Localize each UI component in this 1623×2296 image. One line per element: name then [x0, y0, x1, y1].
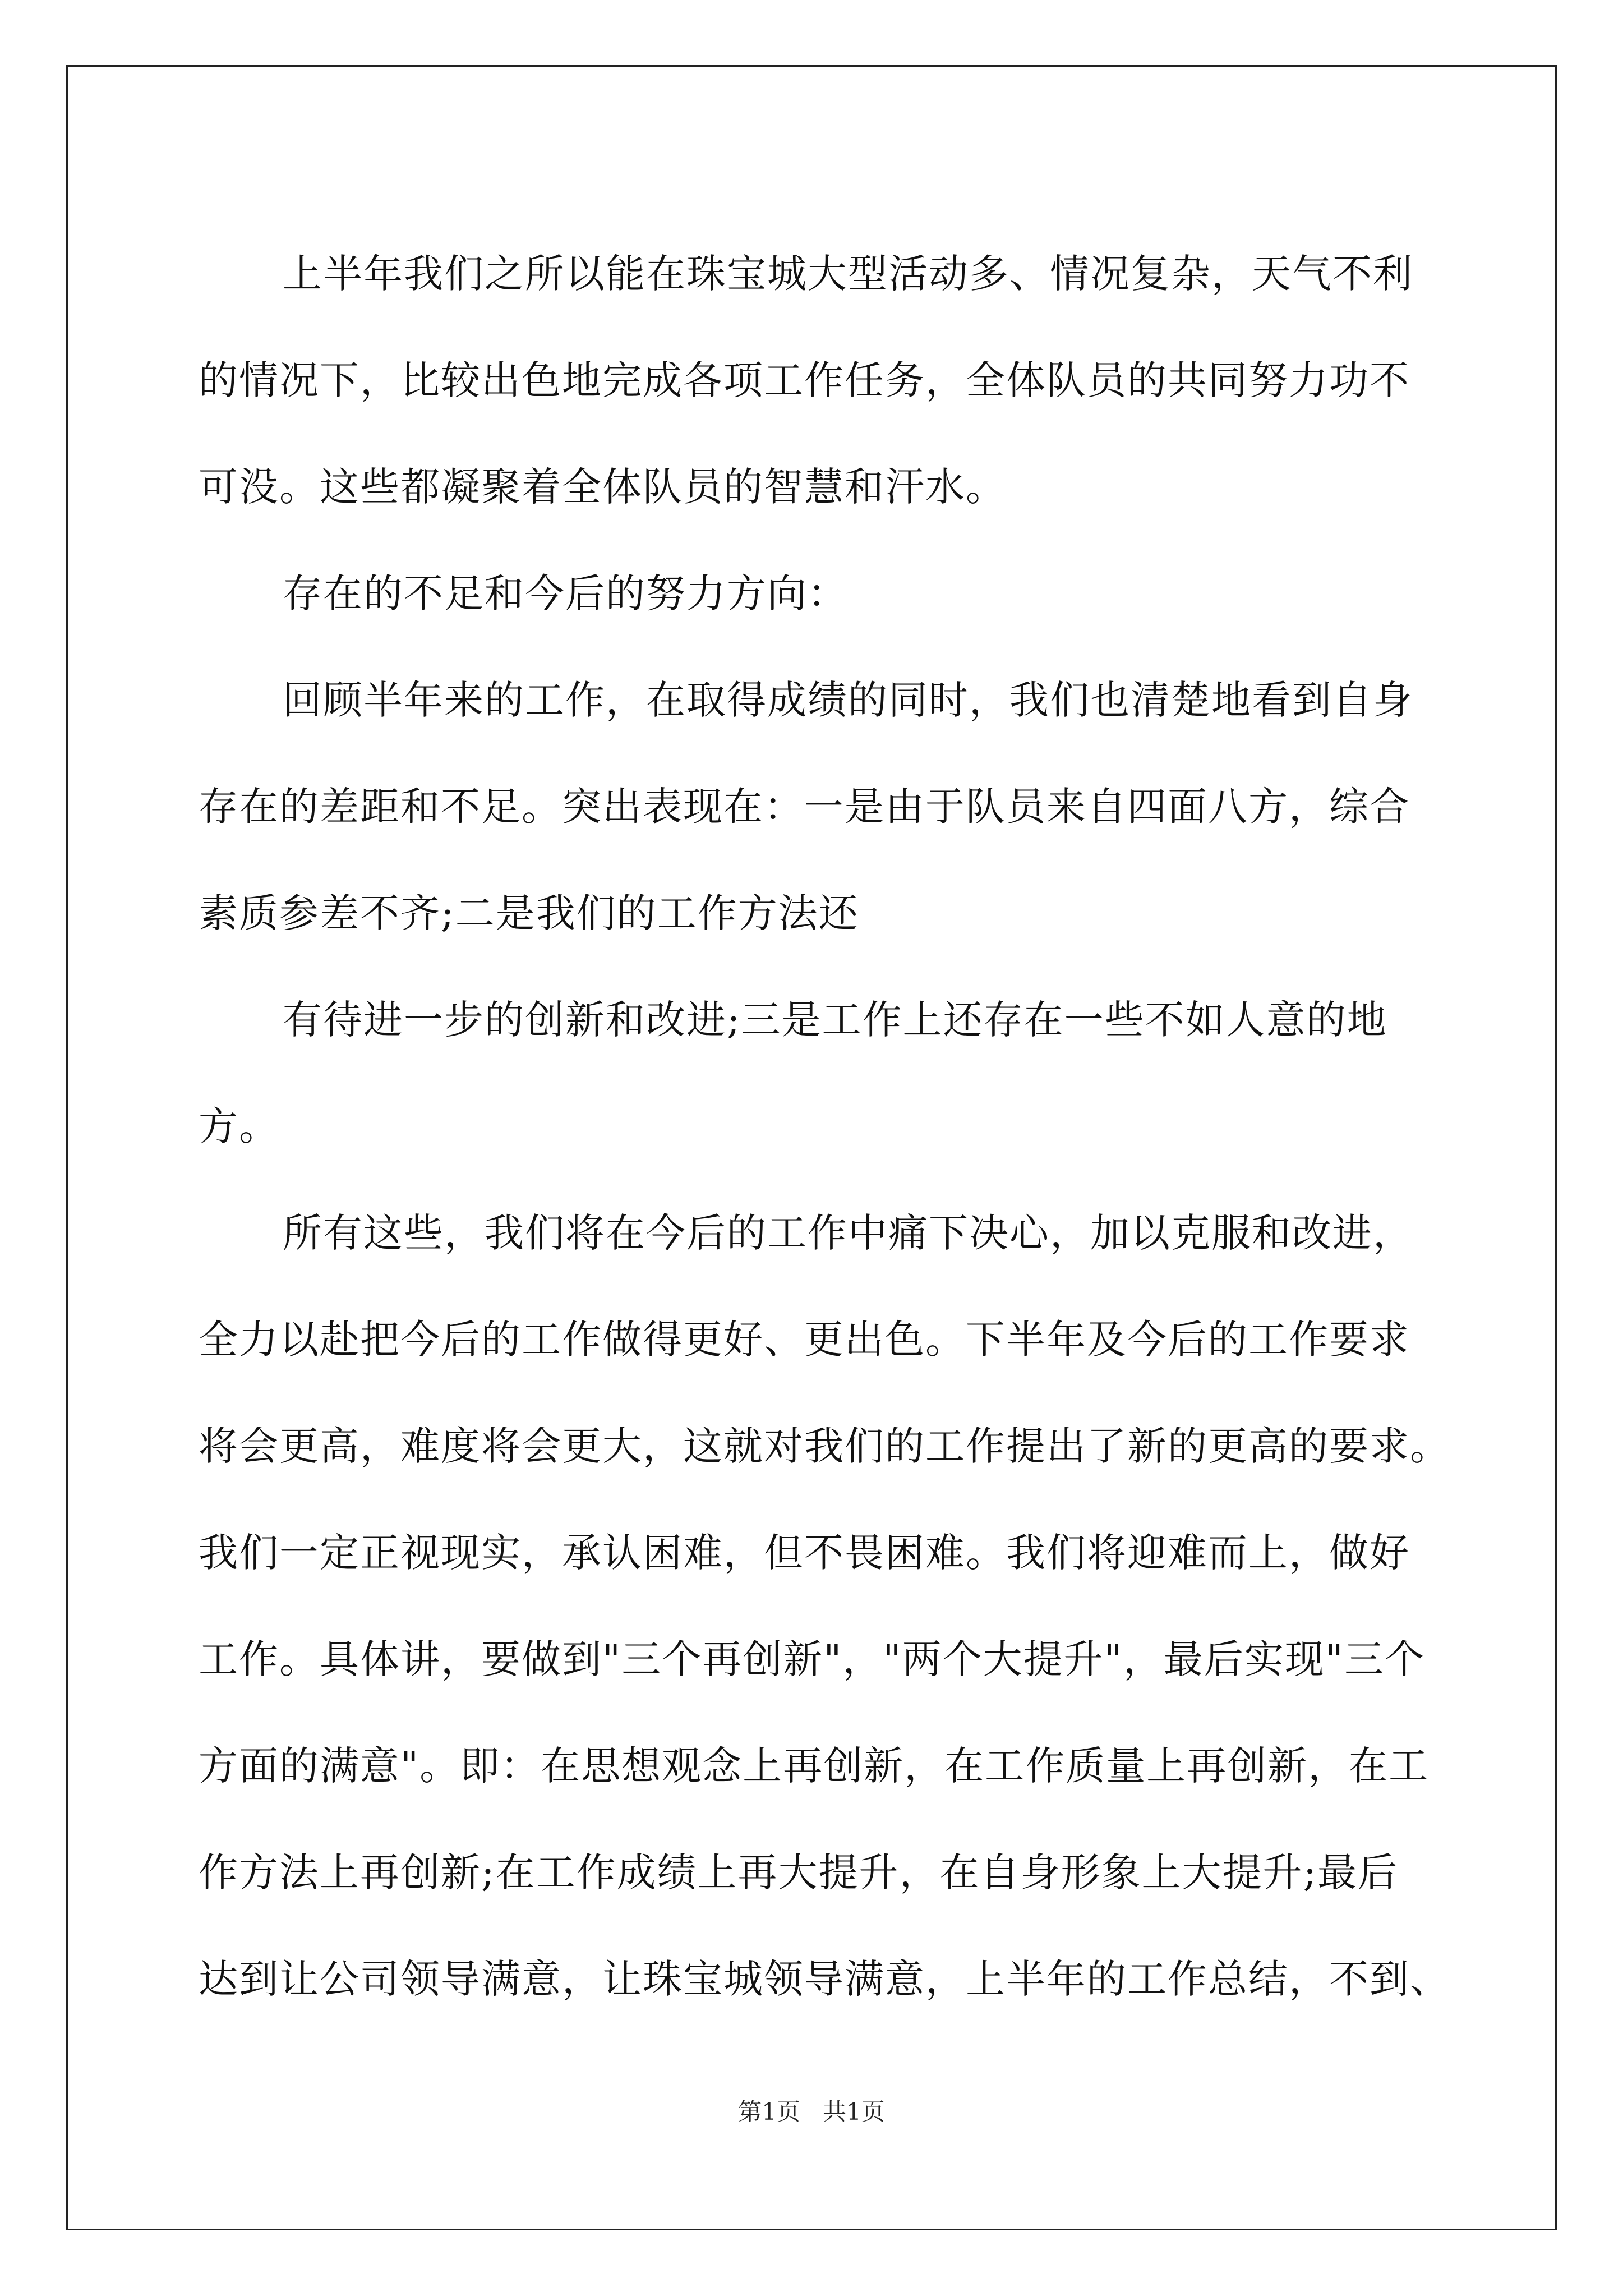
document-body: [199, 220, 1450, 2032]
text-line-14: 工作。具体讲，要做到"三个再创新"，"两个大提升"，最后实现"三个: [199, 1636, 1425, 1682]
text-line-2: 的情况下，比较出色地完成各项工作任务，全体队员的共同努力功不: [199, 357, 1410, 403]
text-line-16: 作方法上再创新;在工作成绩上再大提升，在自身形象上大提升;最后: [199, 1849, 1399, 1895]
text-line-7: 素质参差不齐;二是我们的工作方法还: [199, 890, 859, 936]
text-line-13: 我们一定正视现实，承认困难，但不畏困难。我们将迎难而上，做好: [199, 1530, 1410, 1576]
text-line-4: 存在的不足和今后的努力方向：: [283, 570, 848, 616]
text-line-8: 有待进一步的创新和改进;三是工作上还存在一些不如人意的地: [283, 997, 1387, 1043]
text-line-1: 上半年我们之所以能在珠宝城大型活动多、情况复杂，天气不利: [283, 251, 1413, 297]
text-line-5: 回顾半年来的工作，在取得成绩的同时，我们也清楚地看到自身: [283, 677, 1413, 723]
text-line-17: 达到让公司领导满意，让珠宝城领导满意，上半年的工作总结，不到、: [199, 1956, 1450, 2002]
text-line-15: 方面的满意"。即：在思想观念上再创新，在工作质量上再创新，在工: [199, 1743, 1430, 1789]
page-footer: 第1页 共1页: [738, 2098, 885, 2125]
text-line-3: 可没。这些都凝聚着全体队员的智慧和汗水。: [199, 464, 1006, 510]
text-line-12: 将会更高，难度将会更大，这就对我们的工作提出了新的更高的要求。: [199, 1423, 1450, 1469]
text-line-10: 所有这些，我们将在今后的工作中痛下决心，加以克服和改进，: [283, 1210, 1413, 1256]
text-line-6: 存在的差距和不足。突出表现在：一是由于队员来自四面八方，综合: [199, 784, 1410, 830]
text-line-9: 方。: [199, 1103, 279, 1149]
text-line-11: 全力以赴把今后的工作做得更好、更出色。下半年及今后的工作要求: [199, 1317, 1410, 1363]
